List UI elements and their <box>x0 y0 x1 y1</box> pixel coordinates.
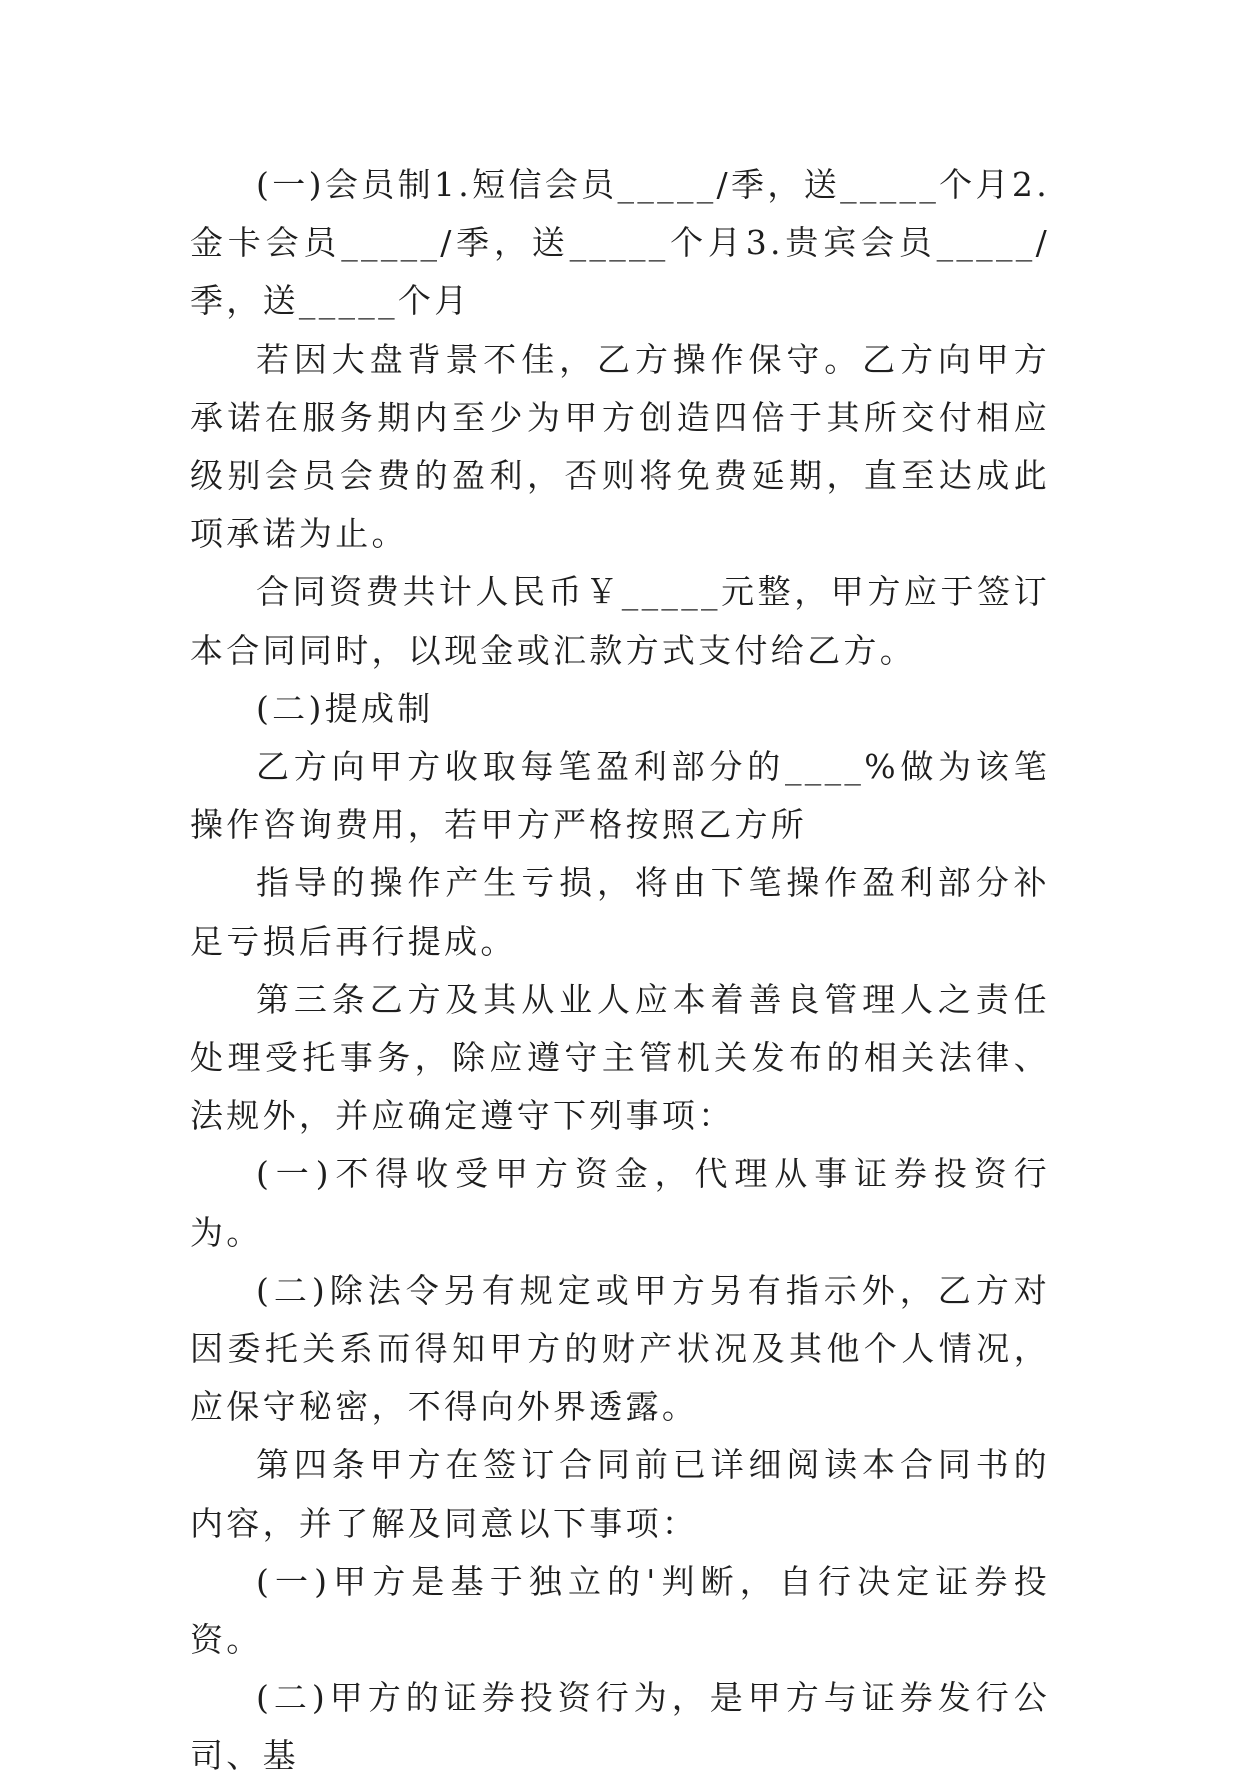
paragraph-commission-rate: 乙方向甲方收取每笔盈利部分的____%做为该笔操作咨询费用，若甲方严格按照乙方所 <box>190 747 1050 845</box>
paragraph-loss-compensation: 指导的操作产生亏损，将由下笔操作盈利部分补足亏损后再行提成。 <box>190 863 1050 961</box>
paragraph-membership: (一)会员制1.短信会员_____/季，送_____个月2.金卡会员_____/季，送_____个月3.贵宾会员_____/季，送_____个月 <box>190 165 1050 321</box>
document-body <box>190 156 1050 1786</box>
paragraph-article-4-item-2: (二)甲方的证券投资行为，是甲方与证券发行公司、基 <box>190 1678 1050 1776</box>
paragraph-article-3-item-1: (一)不得收受甲方资金，代理从事证券投资行为。 <box>190 1154 1050 1252</box>
paragraph-article-3-item-2: (二)除法令另有规定或甲方另有指示外，乙方对因委托关系而得知甲方的财产状况及其他个人情况，应保守秘密，不得向外界透露。 <box>190 1270 1050 1427</box>
paragraph-commission-heading: (二)提成制 <box>256 688 434 728</box>
paragraph-article-4: 第四条甲方在签订合同前已详细阅读本合同书的内容，并了解及同意以下事项： <box>190 1445 1050 1543</box>
paragraph-contract-fee: 合同资费共计人民币￥_____元整，甲方应于签订本合同同时，以现金或汇款方式支付给乙方。 <box>190 572 1050 670</box>
paragraph-article-3: 第三条乙方及其从业人应本着善良管理人之责任处理受托事务，除应遵守主管机关发布的相关法律、法规外，并应确定遵守下列事项： <box>190 979 1050 1136</box>
paragraph-article-4-item-1: (一)甲方是基于独立的'判断，自行决定证券投资。 <box>190 1561 1050 1660</box>
paragraph-profit-promise: 若因大盘背景不佳，乙方操作保守。乙方向甲方承诺在服务期内至少为甲方创造四倍于其所交付相应级别会员会费的盈利，否则将免费延期，直至达成此项承诺为止。 <box>190 339 1050 554</box>
